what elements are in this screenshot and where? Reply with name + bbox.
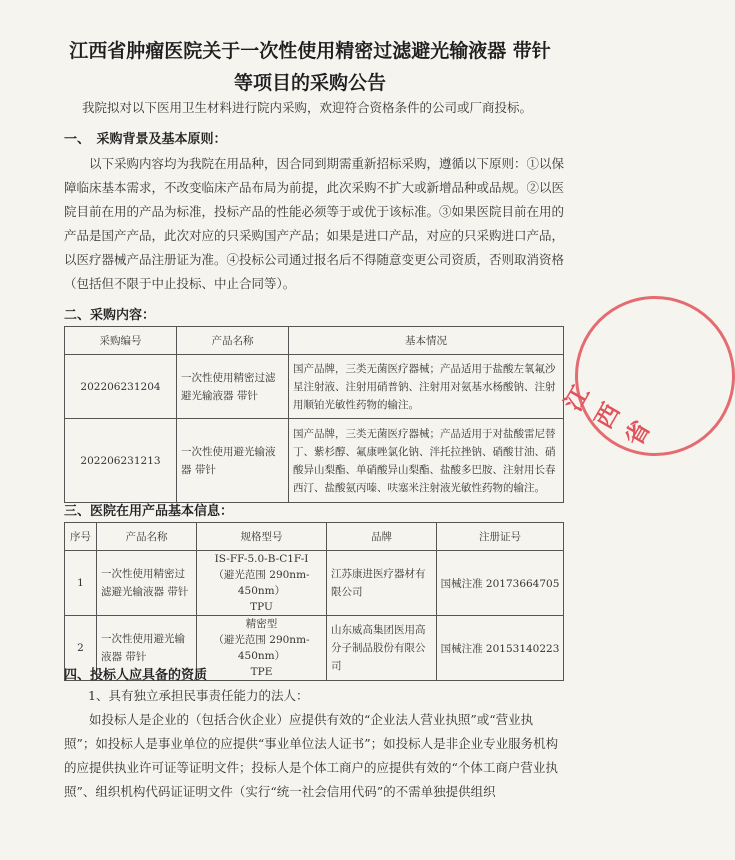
col-header: 序号 [65,523,97,551]
col-header: 规格型号 [197,523,327,551]
procurement-code: 202206231213 [65,419,177,503]
procurement-code: 202206231204 [65,355,177,419]
col-header: 产品名称 [97,523,197,551]
table-header-row [65,327,564,355]
section1-body: 以下采购内容均为我院在用品种，因合同到期需重新招标采购，遵循以下原则：①以保障临床基本需求，不改变临床产品布局为前提，此次采购不扩大或新增品种或品规。②以医院目前在用的产品为标准，投标产品的性能必须等于或优于该标准。③如果医院目前在用的产品是国产产品，此次对应的只采购国产产品；如果是进口产品，对应的只采购进口产品，以医疗器械产品注册证为准。④投标公司通过报名后不得随意变更公司资质，否则取消资格（包括但不限于中止投标、中止合同等）。 [64,156,565,291]
spec-cell [197,551,327,616]
section3-heading: 三、医院在用产品基本信息： [64,504,234,519]
table-row [65,551,564,616]
spec-material: TPU [250,601,273,613]
col-header: 基本情况 [289,327,564,355]
document-title-line1: 江西省肿瘤医院关于一次性使用精密过滤避光输液器 带针 [69,40,551,62]
intro-paragraph: 我院拟对以下医用卫生材料进行院内采购，欢迎符合资格条件的公司或厂商投标。 [82,100,533,115]
row-number: 2 [65,616,97,681]
col-header: 产品名称 [177,327,289,355]
table-row [65,419,564,503]
section4-body: 如投标人是企业的（包括合伙企业）应提供有效的“企业法人营业执照”或“营业执照”；如投标人是事业单位的应提供“事业单位法人证书”；如投标人是非企业专业服务机构的应提供执业许可证等证明文件；投标人是个体工商户的应提供有效的“个体工商户营业执照”、组织机构代码证证明文件（实行“统一社会信用代码”的不需单独提供组织 [64,712,559,799]
col-header: 采购编号 [65,327,177,355]
spec-range: （避光范围 290nm-450nm） [213,634,310,662]
brand: 江苏康进医疗器材有限公司 [327,551,437,616]
registration-number: 国械注准 20153140223 [437,616,564,681]
spec-model: 精密型 [245,618,278,630]
section1-heading: 一、 采购背景及基本原则： [64,132,227,147]
seal-text: 江西省 [558,381,656,451]
document-title-line2: 等项目的采购公告 [233,72,386,94]
section4-heading: 四、投标人应具备的资质 [64,668,208,683]
table-row [65,355,564,419]
in-use-products-table [64,522,564,681]
brand: 山东威高集团医用高分子制品股份有限公司 [327,616,437,681]
product-name: 一次性使用避光输液器 带针 [177,419,289,503]
product-description: 国产品牌，三类无菌医疗器械；产品适用于对盐酸雷尼替丁、紫杉醇、氟康唑氯化钠、泮托拉挫钠、硝酸甘油、硝酸异山梨酯、单硝酸异山梨酯、盐酸多巴胺、注射用长春西汀、盐酸氨丙嗪、呋塞米注射液光敏性药物的输注。 [289,419,564,503]
spec-range: （避光范围 290nm-450nm） [213,569,310,597]
product-name: 一次性使用避光输液器 带针 [97,616,197,681]
col-header: 注册证号 [437,523,564,551]
spec-model: IS-FF-5.0-B-C1F-I [214,553,309,565]
col-header: 品牌 [327,523,437,551]
registration-number: 国械注准 20173664705 [437,551,564,616]
procurement-table [64,326,564,503]
spec-cell [197,616,327,681]
spec-material: TPE [250,666,273,678]
product-name: 一次性使用精密过滤避光输液器 带针 [97,551,197,616]
row-number: 1 [65,551,97,616]
product-name: 一次性使用精密过滤避光输液器 带针 [177,355,289,419]
table-header-row [65,523,564,551]
section4-item1: 1、具有独立承担民事责任能力的法人： [88,688,309,703]
product-description: 国产品牌，三类无菌医疗器械；产品适用于盐酸左氧氟沙星注射液、注射用硝普钠、注射用对氨基水杨酸钠、注射用顺铂光敏性药物的输注。 [289,355,564,419]
section2-heading: 二、采购内容： [64,308,156,323]
